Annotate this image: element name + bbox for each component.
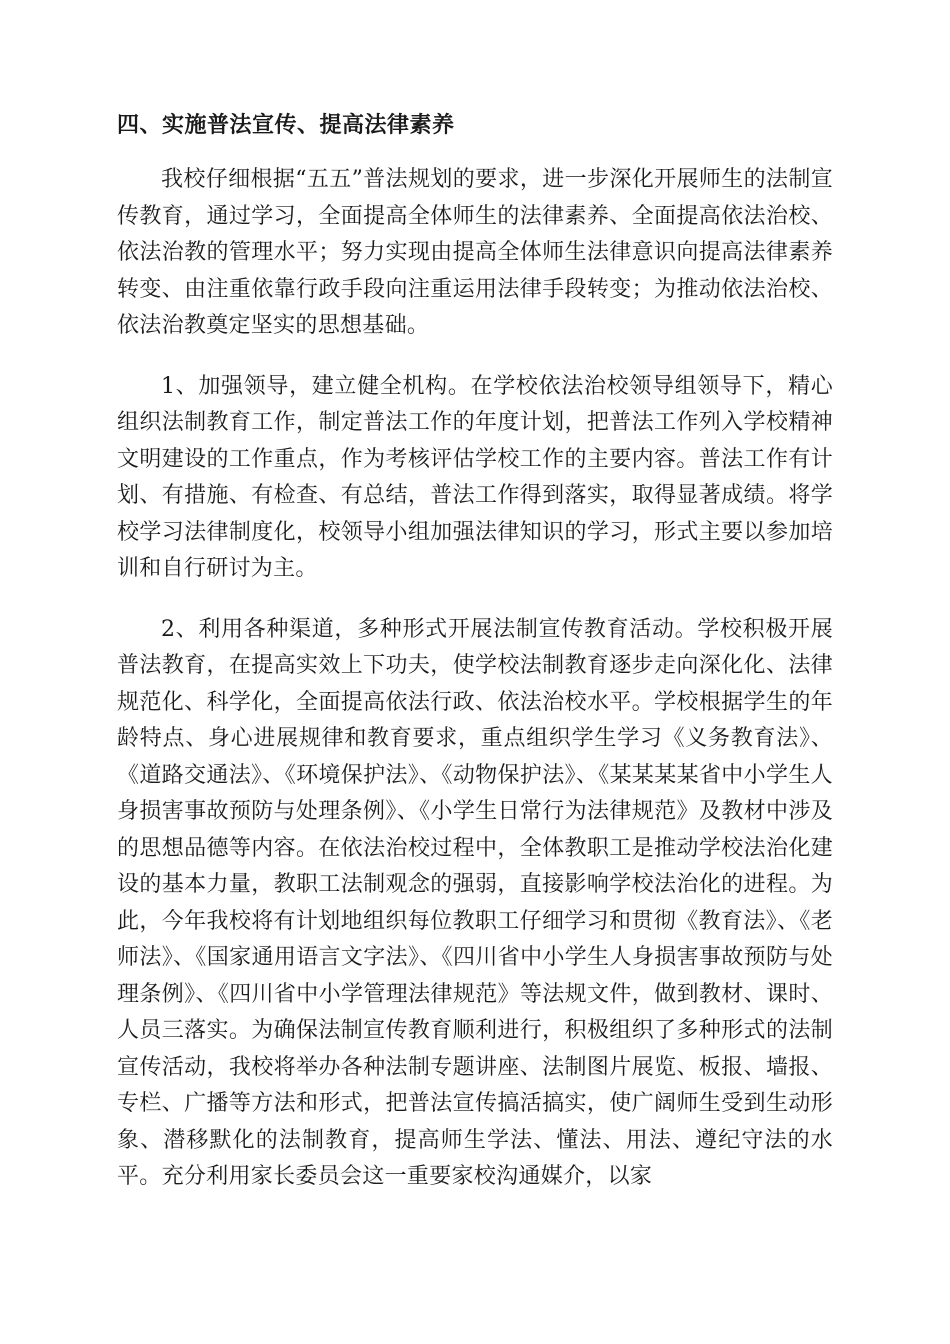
paragraph-leadership: 1、加强领导，建立健全机构。在学校依法治校领导组领导下，精心组织法制教育工作，制定普法工作的年度计划，把普法工作列入学校精神文明建设的工作重点，作为考核评估学校工作的主要内容。普法工作有计划、有措施、有检查、有总结，普法工作得到落实，取得显著成绩。将学校学习法律制度化，校领导小组加强法律知识的学习，形式主要以参加培训和自行研讨为主。 bbox=[117, 373, 833, 581]
section-heading: 四、实施普法宣传、提高法律素养 bbox=[117, 113, 455, 138]
document-body bbox=[117, 108, 833, 1196]
paragraph-activities: 2、利用各种渠道，多种形式开展法制宣传教育活动。学校积极开展普法教育，在提高实效上下功夫，使学校法制教育逐步走向深化化、法律规范化、科学化，全面提高依法行政、依法治校水平。学校根据学生的年龄特点、身心进展规律和教育要求，重点组织学生学习《义务教育法》、《道路交通法》、《环境保护法》、《动物保护法》、《某某某某省中小学生人身损害事故预防与处理条例》、《小学生日常行为法律规范》及教材中涉及的思想品德等内容。在依法治校过程中，全体教职工是推动学校法治化建设的基本力量，教职工法制观念的强弱，直接影响学校法治化的进程。为此，今年我校将有计划地组织每位教职工仔细学习和贯彻《教育法》、《老师法》、《国家通用语言文字法》、《四川省中小学生人身损害事故预防与处理条例》、《四川省中小学管理法律规范》等法规文件，做到教材、课时、人员三落实。为确保法制宣传教育顺利进行，积极组织了多种形式的法制宣传活动，我校将举办各种法制专题讲座、法制图片展览、板报、墙报、专栏、广播等方法和形式，把普法宣传搞活搞实，使广阔师生受到生动形象、潜移默化的法制教育，提高师生学法、懂法、用法、遵纪守法的水平。充分利用家长委员会这一重要家校沟通媒介，以家 bbox=[117, 616, 833, 1189]
paragraph-intro: 我校仔细根据“五五”普法规划的要求，进一步深化开展师生的法制宣传教育，通过学习，全面提高全体师生的法律素养、全面提高依法治校、依法治教的管理水平；努力实现由提高全体师生法律意识向提高法律素养转变、由注重依靠行政手段向注重运用法律手段转变；为推动依法治校、依法治教奠定坚实的思想基础。 bbox=[117, 167, 833, 338]
